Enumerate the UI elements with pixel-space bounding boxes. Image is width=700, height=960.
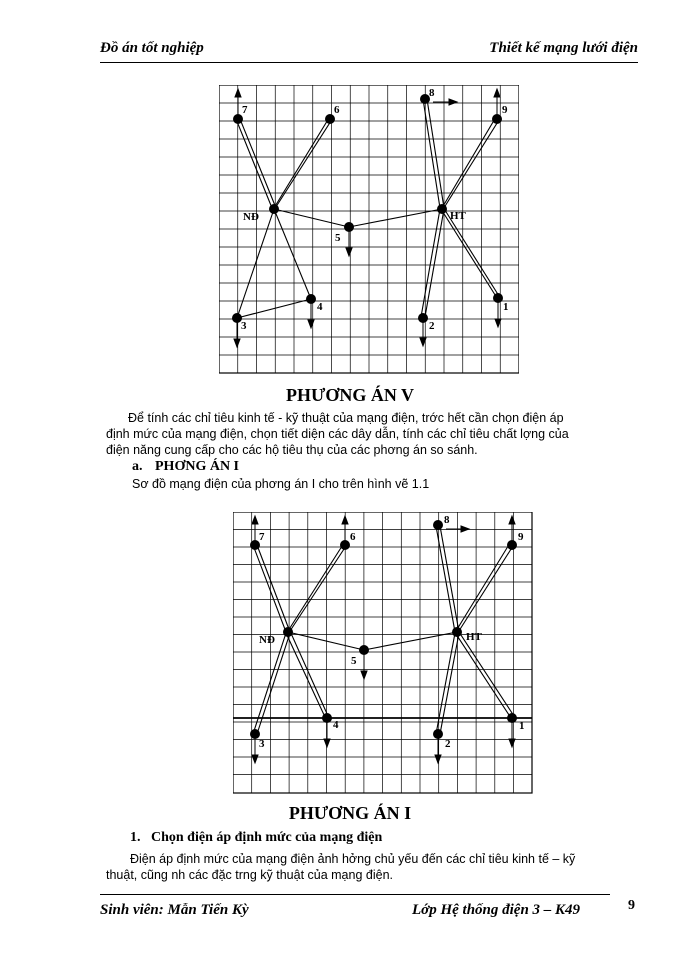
paragraph-line-1: Để tính các chỉ tiêu kinh tế - kỹ thuật của mạng điện, trớc hết cần chọn điện áp	[128, 411, 564, 425]
node-2	[418, 313, 428, 323]
node-ht	[452, 627, 462, 637]
label-7: 7	[242, 104, 248, 116]
label-6: 6	[334, 104, 340, 116]
nodes	[250, 520, 517, 739]
footer-rule	[100, 894, 610, 895]
section-1-line-2: thuật, cũng nh các đặc trng kỹ thuật của mạng điện.	[106, 868, 393, 882]
node-nd	[283, 627, 293, 637]
header-rule	[100, 62, 638, 63]
label-3: 3	[241, 320, 247, 332]
label-1: 1	[519, 720, 525, 732]
node-1	[507, 713, 517, 723]
node-2	[433, 729, 443, 739]
label-8: 8	[429, 87, 435, 99]
grid	[233, 512, 532, 793]
label-ht: HT	[450, 210, 466, 222]
grid	[219, 85, 519, 373]
paragraph-line-3: điện năng cung cấp cho các hộ tiêu thụ của các phơng án so sánh.	[106, 443, 478, 457]
node-4	[322, 713, 332, 723]
label-2: 2	[429, 320, 435, 332]
section-a-marker: a.	[132, 459, 143, 474]
figure-title-option-i: PHƯƠNG ÁN I	[288, 803, 412, 823]
header-right-title: Thiết kế mạng lưới điện	[489, 40, 638, 56]
label-9: 9	[518, 531, 524, 543]
node-nd	[269, 204, 279, 214]
network-diagram-option-v	[219, 85, 519, 375]
figure-title-option-v: PHƯƠNG ÁN V	[286, 385, 414, 405]
label-ht: HT	[466, 631, 482, 643]
header-left-title: Đồ án tốt nghiệp	[100, 40, 204, 56]
label-nd: NĐ	[259, 634, 275, 646]
node-9	[492, 114, 502, 124]
section-1-line-1: Điện áp định mức của mạng điện ảnh hởng chủ yếu đến các chỉ tiêu kinh tế – kỹ	[130, 852, 576, 866]
diagram-caption-text: Sơ đồ mạng điện của phơng án I cho trên hình vẽ 1.1	[132, 477, 430, 491]
label-2: 2	[445, 738, 451, 750]
label-nd: NĐ	[243, 211, 259, 223]
label-5: 5	[351, 655, 357, 667]
section-1-title: Chọn điện áp định mức của mạng điện	[151, 830, 383, 845]
label-4: 4	[317, 301, 323, 313]
label-5: 5	[335, 232, 341, 244]
paragraph-line-2: định mức của mạng điện, chọn tiết diện các dây dẫn, tính các chỉ tiêu chất lợng của	[106, 427, 569, 441]
node-5	[359, 645, 369, 655]
nodes	[232, 94, 503, 323]
label-4: 4	[333, 719, 339, 731]
node-9	[507, 540, 517, 550]
network-diagram-option-i	[233, 512, 533, 795]
section-1-number: 1.	[130, 830, 141, 845]
node-4	[306, 294, 316, 304]
node-1	[493, 293, 503, 303]
node-labels	[241, 87, 509, 332]
node-8	[433, 520, 443, 530]
label-9: 9	[502, 104, 508, 116]
node-labels	[259, 514, 525, 750]
section-a-title: PHƠNG ÁN I	[155, 459, 239, 474]
node-6	[340, 540, 350, 550]
footer-class-name: Lớp Hệ thống điện 3 – K49	[412, 902, 581, 918]
label-6: 6	[350, 531, 356, 543]
footer-student-name: Sinh viên: Mẫn Tiến Kỳ	[100, 902, 249, 918]
node-ht	[437, 204, 447, 214]
node-5	[344, 222, 354, 232]
label-1: 1	[503, 301, 509, 313]
label-7: 7	[259, 531, 265, 543]
page-number: 9	[628, 898, 635, 913]
label-8: 8	[444, 514, 450, 526]
label-3: 3	[259, 738, 265, 750]
